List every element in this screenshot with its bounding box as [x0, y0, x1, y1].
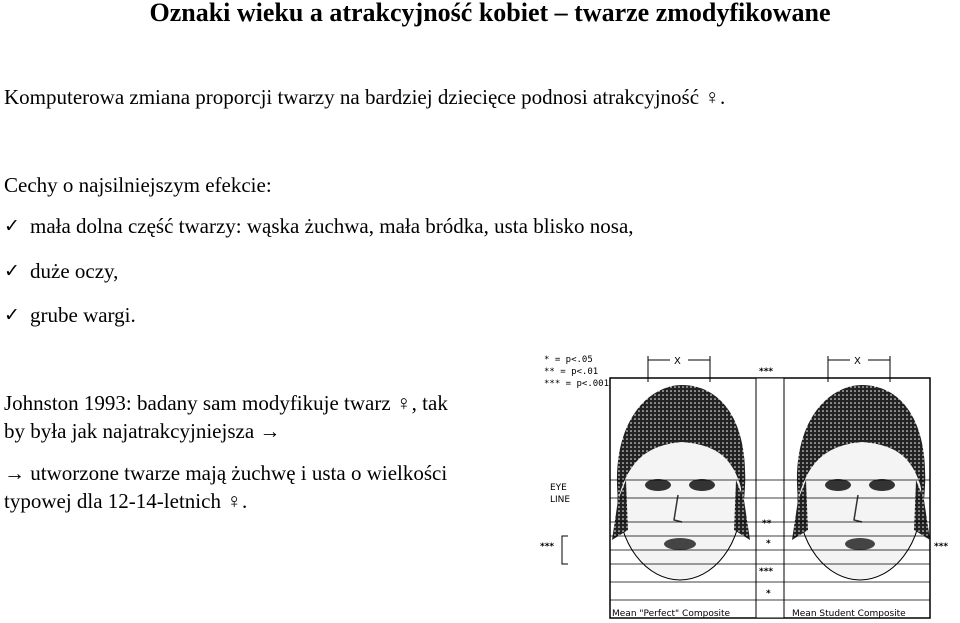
stars-mid: *** [759, 567, 774, 577]
result-line-2: typowej dla 12-14-letnich ♀. [4, 489, 248, 513]
features-heading: Cechy o najsilniejszym efekcie: [4, 173, 272, 197]
left-bracket [562, 536, 568, 564]
face-composite-illustration [530, 350, 960, 623]
stars-mid: * [766, 589, 771, 599]
stars-right: *** [934, 542, 949, 552]
stars-left: *** [540, 542, 555, 552]
legend-item: ** = p<.01 [544, 367, 599, 377]
checkmark-icon: ✓ [4, 260, 20, 282]
stars-mid: ** [762, 519, 772, 529]
johnston-line-1: Johnston 1993: badany sam modyfikuje twarz ♀, tak [4, 391, 448, 415]
stars-mid: * [766, 539, 771, 549]
johnston-line-2: by była jak najatrakcyjniejsza → [4, 419, 281, 443]
intro-text: Komputerowa zmiana proporcji twarzy na bardziej dziecięce podnosi atrakcyjność ♀. [4, 85, 726, 109]
feature-text: mała dolna część twarzy: wąska żuchwa, mała bródka, usta blisko nosa, [30, 214, 634, 238]
eye-line-label: LINE [550, 495, 571, 505]
right-face-image [792, 385, 930, 580]
face-composite-figure [530, 350, 960, 623]
feature-text: duże oczy, [30, 259, 119, 283]
eye-line-label: EYE [550, 483, 567, 493]
caption-right: Mean Student Composite [792, 609, 906, 619]
caption-left: Mean "Perfect" Composite [612, 609, 731, 619]
left-face-image [612, 385, 750, 580]
result-line-1: → utworzone twarze mają żuchwę i usta o wielkości [4, 461, 448, 485]
svg-text:X: X [854, 356, 861, 367]
legend-item: *** = p<.001 [544, 379, 610, 389]
checkmark-icon: ✓ [4, 215, 20, 237]
stars-top: *** [759, 367, 774, 377]
legend-item: * = p<.05 [544, 355, 593, 365]
checkmark-icon: ✓ [4, 304, 20, 326]
slide-title: Oznaki wieku a atrakcyjność kobiet – twarze zmodyfikowane [149, 0, 831, 27]
feature-text: grube wargi. [30, 303, 136, 327]
svg-text:X: X [674, 356, 681, 367]
